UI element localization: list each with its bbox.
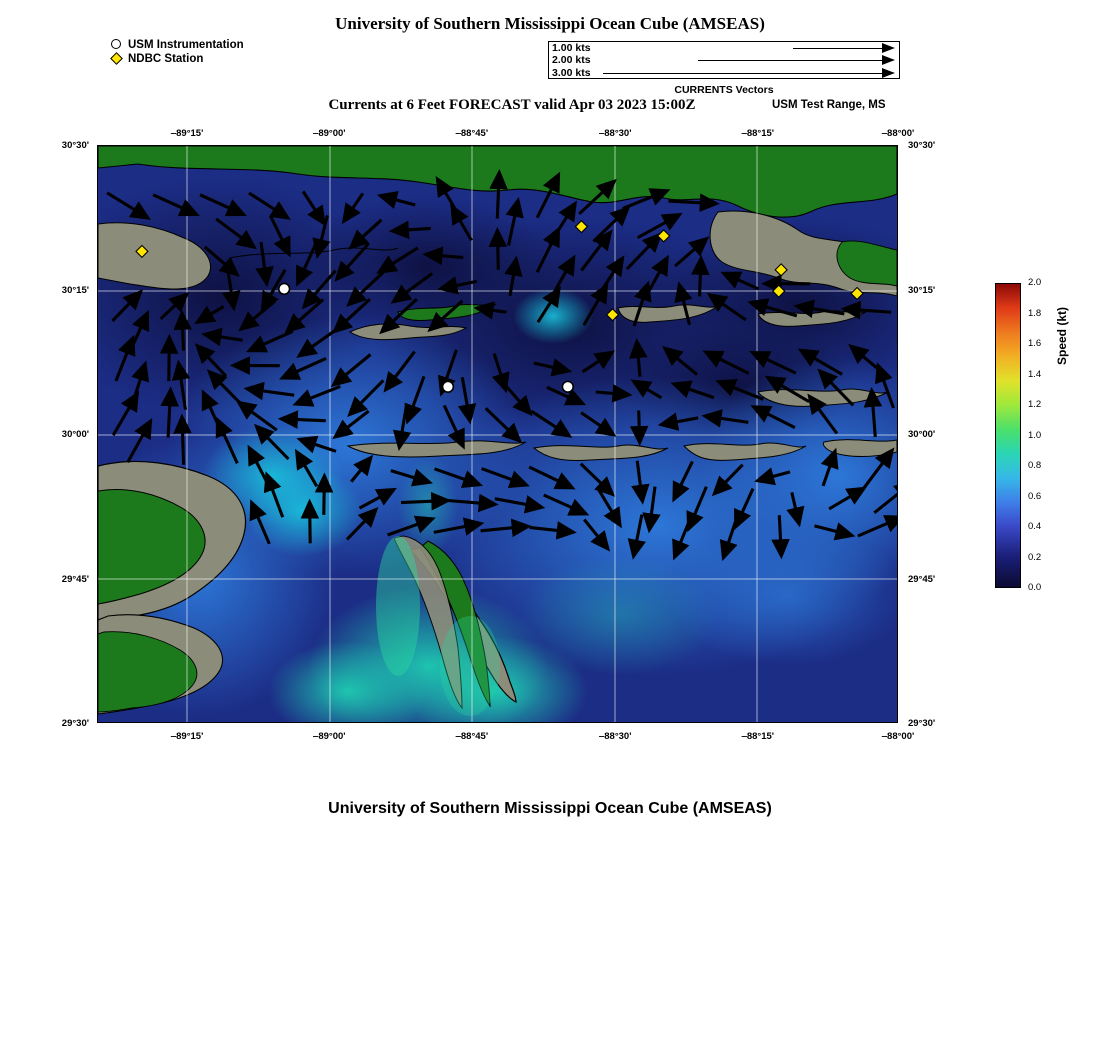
axis-top-tick: ‒89°00' [313,128,346,139]
colorbar-tick: 0.0 [1028,582,1042,593]
axis-right-tick: 29°45' [908,573,936,585]
axis-bottom-tick: ‒88°15' [741,731,775,742]
current-vector-arrow [639,411,640,430]
page-title: University of Southern Mississippi Ocean Cube (AMSEAS) [335,14,765,33]
current-vector-arrow [779,515,780,543]
axis-bottom-tick: ‒89°15' [170,731,204,742]
station-usm-instrumentation[interactable] [279,283,290,294]
colorbar [995,283,1021,588]
colorbar-tick: 1.4 [1028,368,1042,380]
colorbar-tick: 2.0 [1028,277,1042,288]
axis-left-tick: 30°15' [61,284,89,296]
colorbar-tick: 0.2 [1028,551,1042,563]
station-usm-instrumentation[interactable] [562,381,573,392]
current-vector-arrow [405,228,431,230]
station-usm-instrumentation[interactable] [443,381,454,392]
colorbar-tick: 0.8 [1028,460,1042,471]
colorbar-tick: 0.6 [1028,490,1042,502]
axis-right-tick: 29°30' [908,718,936,729]
axis-top-tick: ‒88°15' [741,128,775,139]
diamond-icon [110,52,128,66]
current-vector-arrow [168,403,170,438]
current-vector-arrow [294,419,326,420]
vector-arrow-2 [695,54,895,66]
axis-right-tick: 30°00' [908,429,936,440]
region-label: USM Test Range, MS [772,99,886,111]
circle-icon [110,38,128,52]
map-graphics [98,146,897,722]
vector-scale-box [548,41,900,79]
current-vector-arrow [183,326,184,351]
axis-bottom-tick: ‒88°00' [881,731,915,742]
current-vector-arrow [669,201,704,203]
legend-item-ndbc [110,52,244,66]
vector-arrow-3 [600,67,895,79]
colorbar-tick: 1.6 [1028,338,1042,349]
vector-scale-label-2: 2.00 kts [552,54,591,67]
vector-scale-label-1: 1.00 kts [552,42,591,54]
symbol-legend [110,38,244,66]
axis-right-tick: 30°30' [908,140,936,151]
colorbar-title: Speed (kt) [1055,306,1069,365]
vector-scale-row-2 [549,54,899,66]
axis-bottom-tick: ‒88°45' [455,731,489,742]
vector-scale-row-1 [549,42,899,54]
axis-left-tick: 29°45' [61,573,89,585]
colorbar-tick: 1.8 [1028,307,1042,319]
legend-item-usm [110,38,244,52]
legend-label-ndbc: NDBC Station [128,53,204,65]
axis-left-tick: 30°00' [61,429,89,440]
current-vector-arrow [401,501,435,503]
axis-left-tick: 30°30' [61,140,89,151]
axis-bottom-tick: ‒88°30' [598,731,632,742]
axis-top-tick: ‒88°30' [598,128,632,139]
axis-top-tick: ‒89°15' [170,128,204,139]
legend-label-usm: USM Instrumentation [128,39,244,51]
axis-top-tick: ‒88°00' [881,128,915,139]
colorbar-tick: 1.0 [1028,429,1042,441]
current-vector-arrow [182,430,183,465]
current-vector-arrow [497,185,498,218]
current-vector-arrow [596,392,616,394]
colorbar-tick: 1.2 [1028,399,1042,410]
vector-scale-caption: CURRENTS Vectors [674,84,774,96]
current-vector-arrow [638,354,640,376]
map-subtitle: Currents at 6 Feet FORECAST valid Apr 03 2023 15:00Z [328,97,696,113]
colorbar-gradient [996,284,1020,587]
current-vector-arrow [498,243,499,269]
current-vector-arrow [439,256,463,258]
colorbar-tick: 0.4 [1028,521,1042,532]
axis-bottom-tick: ‒89°00' [313,731,346,742]
axis-left-tick: 29°30' [61,718,89,729]
vector-arrow-1 [790,42,895,54]
map-canvas[interactable] [97,145,898,723]
vector-scale-row-3 [549,67,899,79]
axis-top-tick: ‒88°45' [455,128,489,139]
page-footer: University of Southern Mississippi Ocean Cube (AMSEAS) [328,800,772,817]
vector-scale-label-3: 3.00 kts [552,66,591,79]
current-vector-arrow [700,271,701,296]
axis-right-tick: 30°15' [908,284,936,296]
